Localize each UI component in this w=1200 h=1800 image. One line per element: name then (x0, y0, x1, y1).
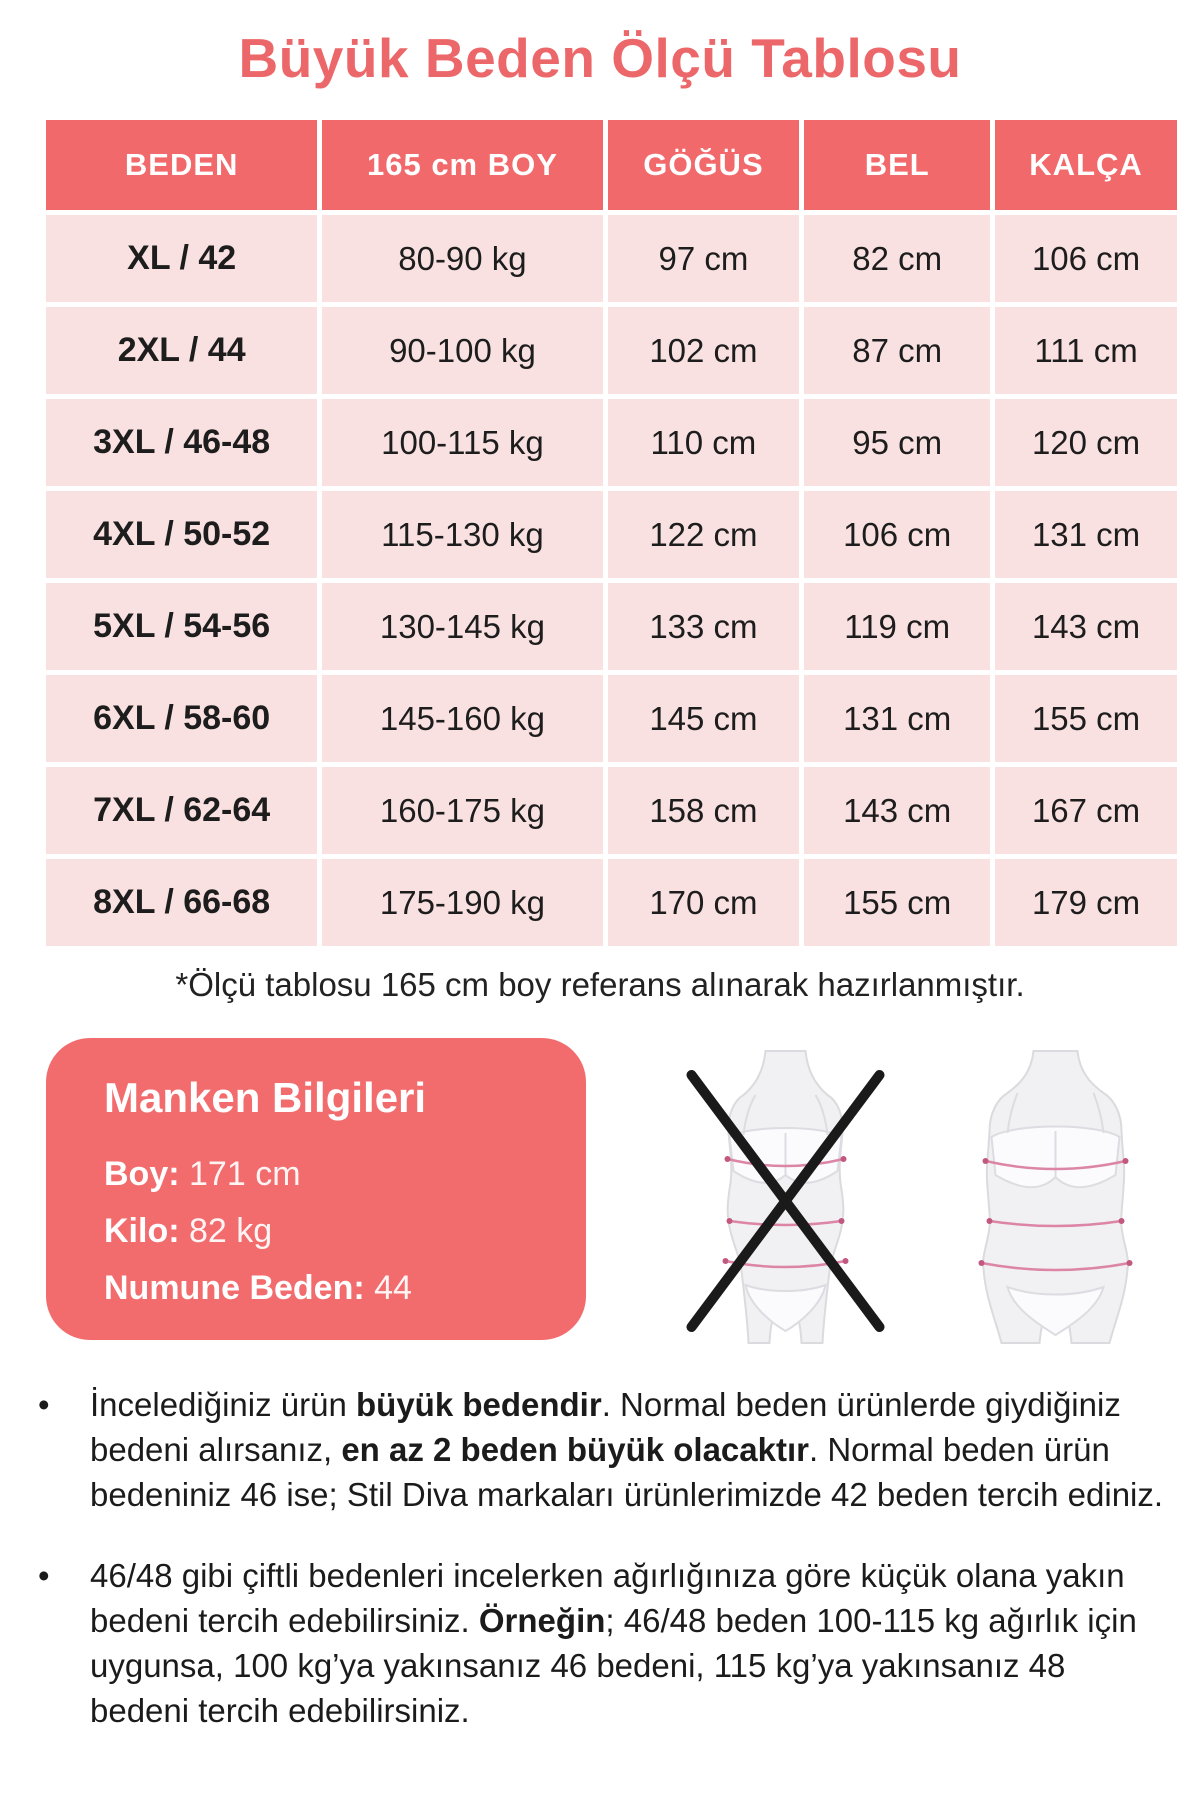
model-info-box (46, 1038, 586, 1340)
note-text: İncelediğiniz ürün büyük bedendir. Normal beden ürünlerde giydiğiniz bedeni alırsanız, en az 2 beden büyük olacaktır. Normal beden ürün bedeniniz 46 ise; Stil Diva markaları ürünlerimizde 42 beden tercih ediniz. (90, 1386, 1164, 1513)
size-table-cell: 170 cm (608, 859, 800, 946)
size-table-cell: 155 cm (804, 859, 990, 946)
size-table-cell: 106 cm (804, 491, 990, 578)
size-table-cell: 87 cm (804, 307, 990, 394)
size-table-cell: 160-175 kg (322, 767, 602, 854)
model-info-weight: Kilo: 82 kg (104, 1212, 273, 1250)
model-info-title: Manken Bilgileri (104, 1074, 427, 1121)
size-table-row-label: 8XL / 66-68 (46, 859, 317, 946)
size-table-cell: 82 cm (804, 215, 990, 302)
model-info-height: Boy: 171 cm (104, 1155, 301, 1193)
size-table-cell: 175-190 kg (322, 859, 602, 946)
size-table-row-label: 6XL / 58-60 (46, 675, 317, 762)
size-table-cell: 179 cm (995, 859, 1177, 946)
plus-size-body-figure-icon (943, 1045, 1168, 1345)
table-footnote: *Ölçü tablosu 165 cm boy referans alınarak hazırlanmıştır. (175, 966, 1025, 1003)
bullet-icon: • (38, 1557, 50, 1594)
size-table-cell: 95 cm (804, 399, 990, 486)
size-table-row-label: 7XL / 62-64 (46, 767, 317, 854)
size-table-cell: 145 cm (608, 675, 800, 762)
note-plus-size-warning (28, 1382, 1170, 1517)
size-table-row-label: 3XL / 46-48 (46, 399, 317, 486)
size-table-cell: 167 cm (995, 767, 1177, 854)
size-table-cell: 131 cm (804, 675, 990, 762)
measurement-figures (660, 1045, 1180, 1350)
size-table-header-gogus: GÖĞÜS (608, 120, 800, 210)
size-table-row-label: XL / 42 (46, 215, 317, 302)
size-table-cell: 130-145 kg (322, 583, 602, 670)
size-table-row-label: 5XL / 54-56 (46, 583, 317, 670)
size-table-cell: 120 cm (995, 399, 1177, 486)
bullet-icon: • (38, 1386, 50, 1423)
info-notes (28, 1382, 1170, 1733)
size-table-cell: 131 cm (995, 491, 1177, 578)
size-table (46, 120, 1177, 946)
size-table-cell: 158 cm (608, 767, 800, 854)
size-table-cell: 110 cm (608, 399, 800, 486)
size-table-header-beden: BEDEN (46, 120, 317, 210)
size-table-cell: 115-130 kg (322, 491, 602, 578)
page-title: Büyük Beden Ölçü Tablosu (238, 27, 962, 89)
size-table-cell: 80-90 kg (322, 215, 602, 302)
crossed-out-slim-body-figure-icon (673, 1045, 898, 1345)
size-table-cell: 119 cm (804, 583, 990, 670)
size-table-cell: 97 cm (608, 215, 800, 302)
size-table-header-boy: 165 cm BOY (322, 120, 602, 210)
size-table-row-label: 4XL / 50-52 (46, 491, 317, 578)
size-table-cell: 100-115 kg (322, 399, 602, 486)
size-table-cell: 90-100 kg (322, 307, 602, 394)
size-table-cell: 133 cm (608, 583, 800, 670)
size-table-cell: 143 cm (995, 583, 1177, 670)
note-text: 46/48 gibi çiftli bedenleri incelerken ağırlığınıza göre küçük olana yakın bedeni tercih edebilirsiniz. Örneğin; 46/48 beden 100-115 kg ağırlık için uygunsa, 100 kg’ya yakınsanız 46 bedeni, 115 kg’ya yakınsanız 48 bedeni tercih edebilirsiniz. (90, 1557, 1137, 1729)
size-table-cell: 143 cm (804, 767, 990, 854)
size-table-header-bel: BEL (804, 120, 990, 210)
model-info-sample-size: Numune Beden: 44 (104, 1269, 412, 1307)
size-table-cell: 145-160 kg (322, 675, 602, 762)
note-double-size-advice (28, 1553, 1170, 1733)
size-table-cell: 106 cm (995, 215, 1177, 302)
size-table-cell: 122 cm (608, 491, 800, 578)
size-table-header-kalca: KALÇA (995, 120, 1177, 210)
size-table-cell: 155 cm (995, 675, 1177, 762)
size-table-cell: 102 cm (608, 307, 800, 394)
size-table-row-label: 2XL / 44 (46, 307, 317, 394)
size-table-cell: 111 cm (995, 307, 1177, 394)
